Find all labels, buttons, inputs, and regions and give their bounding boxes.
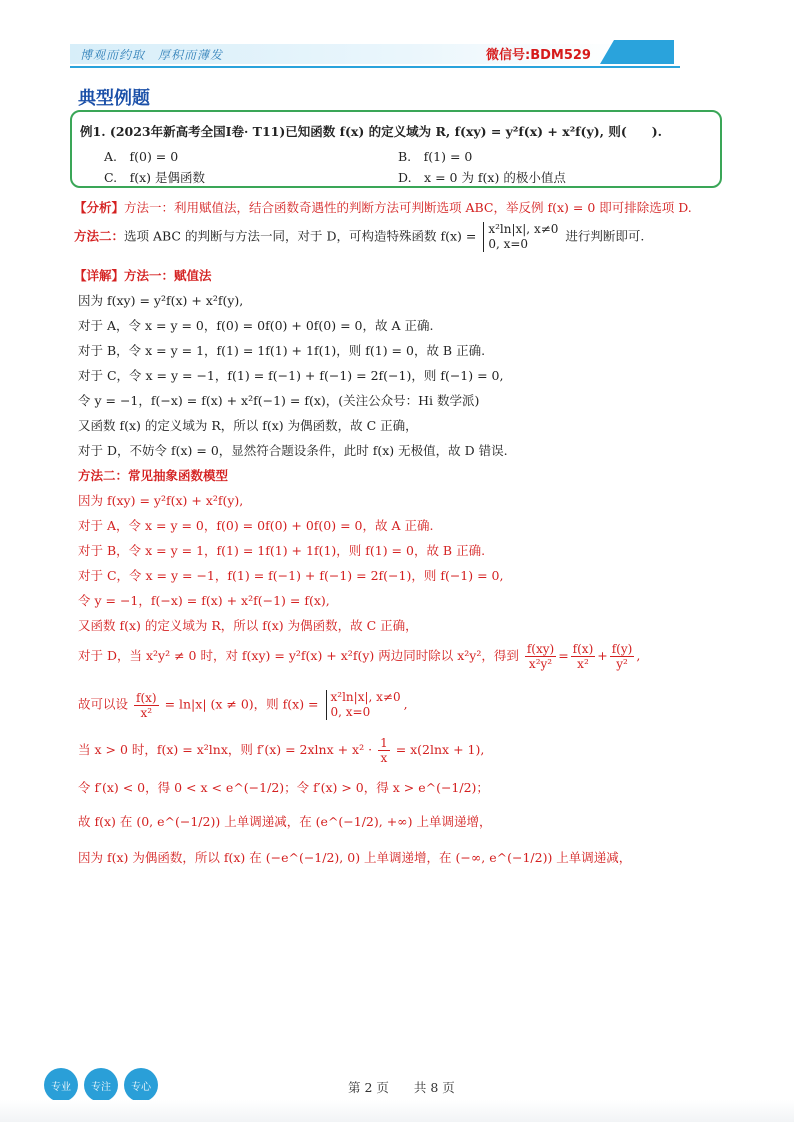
- m2-d-frac1: [525, 642, 556, 671]
- m2-deriv-pre: 当 x > 0 时，f(x) = x²lnx，则 f′(x) = 2xlnx + x² ·: [78, 742, 373, 757]
- m2-d-line: 对于 D，当 x²y² ≠ 0 时，对 f(xy) = y²f(x) + x²f(y) 两边同时除以 x²y²，得到 $\frac{f(xy)}{\text{x²y²}}$ = $\frac{f(x)}{\text{x²}}$ + $\frac{f(y)}{\text{y²}}$ ,: [78, 642, 641, 671]
- m2-deriv-frac-num: 1: [380, 736, 388, 750]
- detail-method1-title: 方法一：赋值法: [124, 268, 212, 283]
- m1-line-6: 又函数 f(x) 的定义域为 R，所以 f(x) 为偶函数，故 C 正确，: [78, 418, 418, 433]
- m2-set-frac-num: f(x): [136, 690, 157, 705]
- detail-heading: [74, 266, 212, 284]
- analysis-line1: [74, 198, 692, 216]
- analysis-tag: 【分析】: [74, 200, 125, 215]
- m2-deriv-frac-den: x: [380, 751, 388, 765]
- m2-d-frac3: [610, 642, 635, 671]
- m2-d-frac3-num: f(y): [611, 642, 633, 656]
- footer-shade: [0, 1100, 794, 1122]
- problem-stem: 例1. (2023年新高考全国Ⅰ卷· T11)已知函数 f(x) 的定义域为 R, f(xy) = y²f(x) + x²f(y), 则( ).: [80, 124, 663, 139]
- m2-line-4: 对于 C，令 x = y = −1，f(1) = f(−1) + f(−1) = 2f(−1)，则 f(−1) = 0,: [78, 568, 504, 583]
- analysis-method1: 方法一：利用赋值法，结合函数奇遇性的判断方法可判断选项 ABC，举反例 f(x) = 0 即可排除选项 D.: [124, 200, 692, 215]
- m2-set-piecewise: [326, 690, 401, 720]
- m2-line-5: 令 y = −1，f(−x) = f(x) + x²f(−1) = f(x),: [78, 593, 330, 608]
- m2-line-2: 对于 A，令 x = y = 0，f(0) = 0f(0) + 0f(0) = 0，故 A 正确.: [78, 518, 434, 533]
- m1-line-5: 令 y = −1，f(−x) = f(x) + x²f(−1) = f(x)，(关注公众号：Hi 数学派): [78, 393, 480, 408]
- footer-badge-3: 专心: [124, 1068, 158, 1102]
- m2-deriv-frac: [378, 736, 390, 765]
- analysis-piece2: 0, x=0: [488, 237, 529, 251]
- header-wechat: 微信号:BDM529: [486, 48, 591, 63]
- detail-method2-title: 方法二：常见抽象函数模型: [78, 468, 229, 483]
- m2-set-piece2: 0, x=0: [330, 705, 371, 719]
- m1-line-7: 对于 D，不妨令 f(x) = 0，显然符合题设条件，此时 f(x) 无极值，故 D 错误.: [78, 443, 508, 458]
- m2-deriv-line: [78, 736, 484, 765]
- footer-badge-2: 专注: [84, 1068, 118, 1102]
- m2-d-frac3-den: y²: [616, 657, 628, 671]
- m2-line-3: 对于 B，令 x = y = 1，f(1) = 1f(1) + 1f(1)，则 f(1) = 0，故 B 正确.: [78, 543, 486, 558]
- detail-tag: 【详解】: [74, 268, 125, 283]
- m2-d-pre: 对于 D，当 x²y² ≠ 0 时，对 f(xy) = y²f(x) + x²f(y) 两边同时除以 x²y²，得到: [78, 648, 519, 663]
- m2-set-line: 故可以设 $\frac{f(x)}{\text{x²}}$ = ln|x| (x ≠ 0)，则 f(x) = x²ln|x|, x≠0 0, x=0 ,: [78, 690, 408, 720]
- analysis-method2-text: 选项 ABC 的判断与方法一同，对于 D，可构造特殊函数 f(x) =: [124, 228, 477, 244]
- analysis-piecewise: [483, 222, 558, 252]
- analysis-piece1: x²ln|x|, x≠0: [488, 222, 559, 236]
- option-b: B. f(1) = 0: [398, 149, 473, 164]
- footer-badge-1: 专业: [44, 1068, 78, 1102]
- m1-line-2: 对于 A，令 x = y = 0，f(0) = 0f(0) + 0f(0) = 0，故 A 正确.: [78, 318, 434, 333]
- m1-line-4: 对于 C，令 x = y = −1，f(1) = f(−1) + f(−1) = 2f(−1)，则 f(−1) = 0,: [78, 368, 504, 383]
- m2-d-frac2: [571, 642, 596, 671]
- m2-set-mid: = ln|x| (x ≠ 0)，则 f(x) =: [164, 696, 319, 712]
- m2-set-piece1: x²ln|x|, x≠0: [330, 690, 401, 704]
- m2-deriv-post: = x(2lnx + 1),: [395, 742, 485, 757]
- analysis-method2-label: 方法二：: [74, 228, 125, 244]
- m2-d-frac1-num: f(xy): [526, 642, 555, 656]
- m2-set-frac: [134, 691, 159, 720]
- footer-page-number: 第 2 页 共 8 页: [348, 1080, 455, 1095]
- m2-set-pre: 故可以设: [78, 696, 129, 712]
- option-d: D. x = 0 为 f(x) 的极小值点: [398, 170, 566, 185]
- m2-d-frac2-den: x²: [577, 657, 589, 671]
- analysis-method2: [74, 222, 644, 252]
- m2-even-line: 因为 f(x) 为偶函数，所以 f(x) 在 (−e^(−1/2), 0) 上单调递增，在 (−∞, e^(−1/2)) 上单调递减，: [78, 850, 632, 865]
- m2-mono-line: 故 f(x) 在 (0, e^(−1/2)) 上单调递减，在 (e^(−1/2), +∞) 上单调递增，: [78, 814, 492, 829]
- m2-d-frac1-den: x²y²: [528, 657, 553, 671]
- m1-line-3: 对于 B，令 x = y = 1，f(1) = 1f(1) + 1f(1)，则 f(1) = 0，故 B 正确.: [78, 343, 486, 358]
- m2-line-1: 因为 f(xy) = y²f(x) + x²f(y),: [78, 493, 244, 508]
- section-title: 典型例题: [78, 88, 150, 109]
- m1-line-1: 因为 f(xy) = y²f(x) + x²f(y),: [78, 293, 244, 308]
- m2-sign-line: 令 f′(x) < 0，得 0 < x < e^(−1/2)；令 f′(x) > 0，得 x > e^(−1/2)；: [78, 780, 489, 795]
- m2-d-frac2-num: f(x): [572, 642, 594, 656]
- m2-line-6: 又函数 f(x) 的定义域为 R，所以 f(x) 为偶函数，故 C 正确，: [78, 618, 418, 633]
- analysis-method2-tail: 进行判断即可.: [565, 228, 645, 244]
- option-a: A. f(0) = 0: [104, 149, 179, 164]
- header-divider: [70, 66, 680, 68]
- header-deco-shape: [600, 40, 674, 64]
- header-slogan: 博观而约取 厚积而薄发: [80, 48, 224, 62]
- m2-set-frac-den: x²: [140, 705, 153, 720]
- option-c: C. f(x) 是偶函数: [104, 170, 205, 185]
